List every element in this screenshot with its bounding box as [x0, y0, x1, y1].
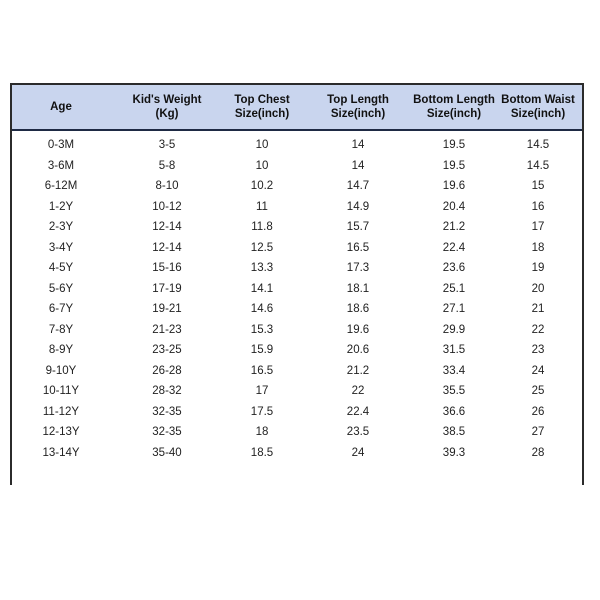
bottom-length-cell: 31.5 — [442, 344, 466, 356]
weight-cell: 32-35 — [152, 405, 182, 418]
bottom-length-cell: 21.2 — [442, 221, 466, 233]
top-chest-cell: 10 — [255, 139, 269, 151]
bottom-length-cell: 35.5 — [442, 385, 466, 397]
top-chest-cell: 14.1 — [250, 282, 274, 295]
bottom-waist-cell: 24 — [531, 364, 545, 377]
bottom-waist-cell: 14.5 — [526, 159, 550, 172]
table-row — [12, 258, 582, 279]
bottom-waist-cell: 18 — [531, 241, 545, 254]
table-row — [12, 402, 582, 423]
table-row — [12, 156, 582, 177]
top-length-cell: 18.1 — [346, 282, 370, 295]
weight-cell: 3-5 — [158, 139, 176, 151]
table-row — [12, 381, 582, 402]
top-length-cell: 18.6 — [346, 303, 370, 315]
bottom-waist-cell: 21 — [531, 303, 545, 315]
top-length-cell: 24 — [351, 446, 365, 459]
age-cell: 1-2Y — [48, 200, 74, 213]
top-chest-cell: 18.5 — [250, 446, 274, 459]
top-length-cell: 14.7 — [346, 180, 370, 192]
bottom-length-cell: 19.6 — [442, 180, 466, 192]
size-chart-body — [12, 135, 582, 463]
bottom-waist-cell: 27 — [531, 426, 545, 438]
top-length-cell: 20.6 — [346, 344, 370, 356]
bottom-waist-cell: 14.5 — [526, 139, 550, 151]
bottom-waist-cell: 22 — [531, 323, 545, 336]
age-cell: 4-5Y — [48, 262, 74, 274]
top-length-cell: 22.4 — [346, 405, 370, 418]
header-bottom-length: Bottom Length Size(inch) — [413, 94, 495, 120]
bottom-length-cell: 23.6 — [442, 262, 466, 274]
table-row — [12, 320, 582, 341]
bottom-length-cell: 25.1 — [442, 282, 466, 295]
table-row — [12, 217, 582, 238]
weight-cell: 17-19 — [152, 282, 182, 295]
age-cell: 11-12Y — [42, 405, 80, 418]
age-cell: 9-10Y — [45, 364, 77, 377]
table-row — [12, 135, 582, 156]
top-chest-cell: 12.5 — [250, 241, 274, 254]
weight-cell: 32-35 — [152, 426, 182, 438]
weight-cell: 15-16 — [152, 262, 182, 274]
top-chest-cell: 10.2 — [250, 180, 274, 192]
age-cell: 8-9Y — [48, 344, 74, 356]
top-length-cell: 19.6 — [346, 323, 370, 336]
weight-cell: 28-32 — [152, 385, 182, 397]
age-cell: 10-11Y — [42, 385, 80, 397]
top-chest-cell: 13.3 — [250, 262, 274, 274]
table-row — [12, 197, 582, 218]
top-length-cell: 21.2 — [346, 364, 370, 377]
bottom-length-cell: 19.5 — [442, 139, 466, 151]
age-cell: 6-7Y — [48, 303, 74, 315]
top-length-cell: 14.9 — [346, 200, 370, 213]
top-chest-cell: 17.5 — [250, 405, 274, 418]
age-cell: 5-6Y — [48, 282, 74, 295]
bottom-length-cell: 29.9 — [442, 323, 466, 336]
bottom-length-cell: 33.4 — [442, 364, 466, 377]
bottom-waist-cell: 28 — [531, 446, 545, 459]
top-chest-cell: 17 — [255, 385, 269, 397]
table-row — [12, 279, 582, 300]
weight-cell: 26-28 — [152, 364, 182, 377]
top-chest-cell: 14.6 — [250, 303, 274, 315]
bottom-length-cell: 22.4 — [442, 241, 466, 254]
bottom-length-cell: 39.3 — [442, 446, 466, 459]
bottom-waist-cell: 20 — [531, 282, 545, 295]
weight-cell: 35-40 — [152, 446, 182, 459]
bottom-waist-cell: 23 — [531, 344, 545, 356]
bottom-length-cell: 36.6 — [442, 405, 466, 418]
age-cell: 3-6M — [47, 159, 75, 172]
age-cell: 0-3M — [47, 139, 75, 151]
bottom-length-cell: 27.1 — [442, 303, 466, 315]
age-cell: 3-4Y — [48, 241, 74, 254]
bottom-waist-cell: 15 — [531, 180, 545, 192]
top-chest-cell: 15.9 — [250, 344, 274, 356]
weight-cell: 21-23 — [152, 323, 182, 336]
table-row — [12, 238, 582, 259]
table-row — [12, 176, 582, 197]
header-bottom-waist: Bottom Waist Size(inch) — [501, 94, 575, 120]
top-length-cell: 15.7 — [346, 221, 370, 233]
bottom-length-cell: 38.5 — [442, 426, 466, 438]
age-cell: 13-14Y — [42, 446, 80, 459]
top-chest-cell: 10 — [255, 159, 269, 172]
weight-cell: 5-8 — [158, 159, 176, 172]
age-cell: 2-3Y — [48, 221, 74, 233]
bottom-waist-cell: 17 — [531, 221, 545, 233]
table-row — [12, 361, 582, 382]
table-row — [12, 422, 582, 443]
bottom-length-cell: 20.4 — [442, 200, 466, 213]
bottom-waist-cell: 26 — [531, 405, 545, 418]
table-row — [12, 340, 582, 361]
age-cell: 6-12M — [44, 180, 78, 192]
age-cell: 12-13Y — [42, 426, 80, 438]
top-length-cell: 14 — [351, 159, 365, 172]
weight-cell: 12-14 — [152, 241, 182, 254]
header-age: Age — [50, 101, 72, 113]
top-length-cell: 22 — [351, 385, 365, 397]
top-length-cell: 17.3 — [346, 262, 370, 274]
bottom-waist-cell: 25 — [531, 385, 545, 397]
size-chart — [10, 83, 584, 485]
header-top-length: Top Length Size(inch) — [327, 94, 389, 120]
top-chest-cell: 11.8 — [251, 221, 273, 233]
weight-cell: 8-10 — [155, 180, 179, 192]
bottom-waist-cell: 16 — [531, 200, 545, 213]
size-chart-header — [12, 85, 582, 131]
weight-cell: 10-12 — [152, 200, 182, 213]
top-length-cell: 23.5 — [346, 426, 370, 438]
bottom-waist-cell: 19 — [531, 262, 545, 274]
top-chest-cell: 16.5 — [250, 364, 274, 377]
header-kids-weight: Kid's Weight (Kg) — [132, 94, 202, 120]
top-length-cell: 16.5 — [346, 241, 370, 254]
top-chest-cell: 18 — [255, 426, 269, 438]
weight-cell: 12-14 — [152, 221, 182, 233]
header-top-chest: Top Chest Size(inch) — [234, 94, 290, 120]
age-cell: 7-8Y — [48, 323, 74, 336]
weight-cell: 19-21 — [152, 303, 182, 315]
table-row — [12, 299, 582, 320]
table-row — [12, 443, 582, 464]
top-length-cell: 14 — [351, 139, 365, 151]
top-chest-cell: 15.3 — [250, 323, 274, 336]
top-chest-cell: 11 — [256, 200, 268, 213]
bottom-length-cell: 19.5 — [442, 159, 466, 172]
weight-cell: 23-25 — [152, 344, 182, 356]
